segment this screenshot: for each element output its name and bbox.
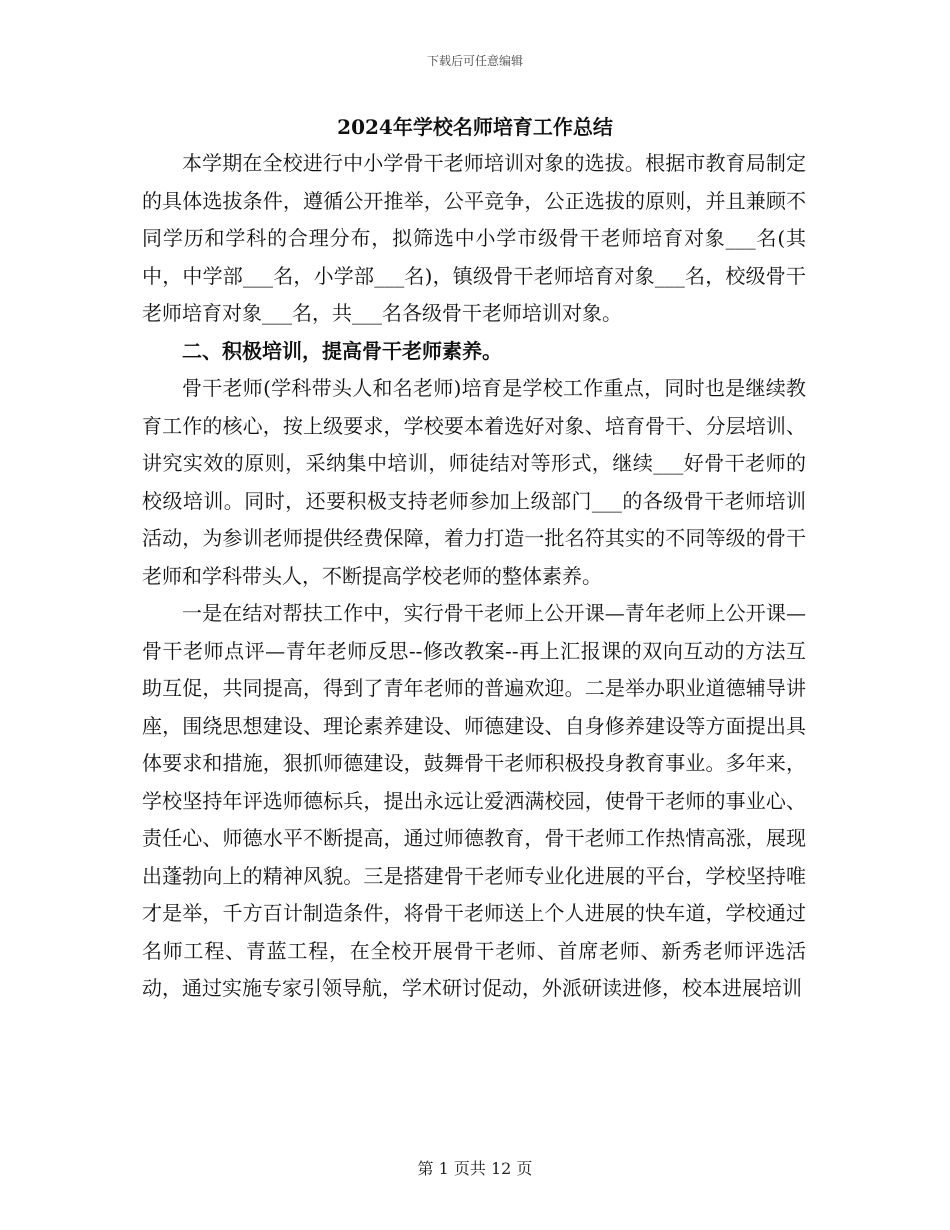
section-heading: 二、积极培训，提高骨干老师素养。 (182, 338, 502, 363)
document-body (142, 145, 806, 1008)
page-footer: 第 1 页共 12 页 (417, 1159, 533, 1178)
paragraph-measures: 一是在结对帮扶工作中，实行骨干老师上公开课—青年老师上公开课—骨干老师点评—青年老师反思--修改教案--再上汇报课的双向互动的方法互助互促，共同提高，得到了青年老师的普遍欢迎。二是举办职业道德辅导讲座，围绕思想建设、理论素养建设、师德建设、自身修养建设等方面提出具体要求和措施，狠抓师德建设，鼓舞骨干老师积极投身教育事业。多年来，学校坚持年评选师德标兵，提出永远让爱洒满校园，使骨干老师的事业心、责任心、师德水平不断提高，通过师德教育，骨干老师工作热情高涨，展现出蓬勃向上的精神风貌。三是搭建骨干老师专业化进展的平台，学校坚持唯才是举，千方百计制造条件，将骨干老师送上个人进展的快车道，学校通过名师工程、青蓝工程，在全校开展骨干老师、首席老师、新秀老师评选活动，通过实施专家引领导航，学术研讨促动，外派研读进修，校本进展培训 (142, 601, 806, 1000)
paragraph-intro: 本学期在全校进行中小学骨干老师培训对象的选拔。根据市教育局制定的具体选拔条件，遵循公开推举，公平竞争，公正选拔的原则，并且兼顾不同学历和学科的合理分布，拟筛选中小学市级骨干老师培育对象___名(其中，中学部___名，小学部___名)，镇级骨干老师培育对象___名，校级骨干老师培育对象___名，共___名各级骨干老师培训对象。 (142, 151, 806, 325)
header-note: 下载后可任意编辑 (426, 54, 523, 68)
document-title: 2024年学校名师培育工作总结 (337, 115, 613, 139)
paragraph-training: 骨干老师(学科带头人和名老师)培育是学校工作重点，同时也是继续教育工作的核心，按上级要求，学校要本着选好对象、培育骨干、分层培训、讲究实效的原则，采纳集中培训，师徒结对等形式，继续___好骨干老师的校级培训。同时，还要积极支持老师参加上级部门___的各级骨干老师培训活动，为参训老师提供经费保障，着力打造一批名符其实的不同等级的骨干老师和学科带头人，不断提高学校老师的整体素养。 (142, 376, 806, 588)
